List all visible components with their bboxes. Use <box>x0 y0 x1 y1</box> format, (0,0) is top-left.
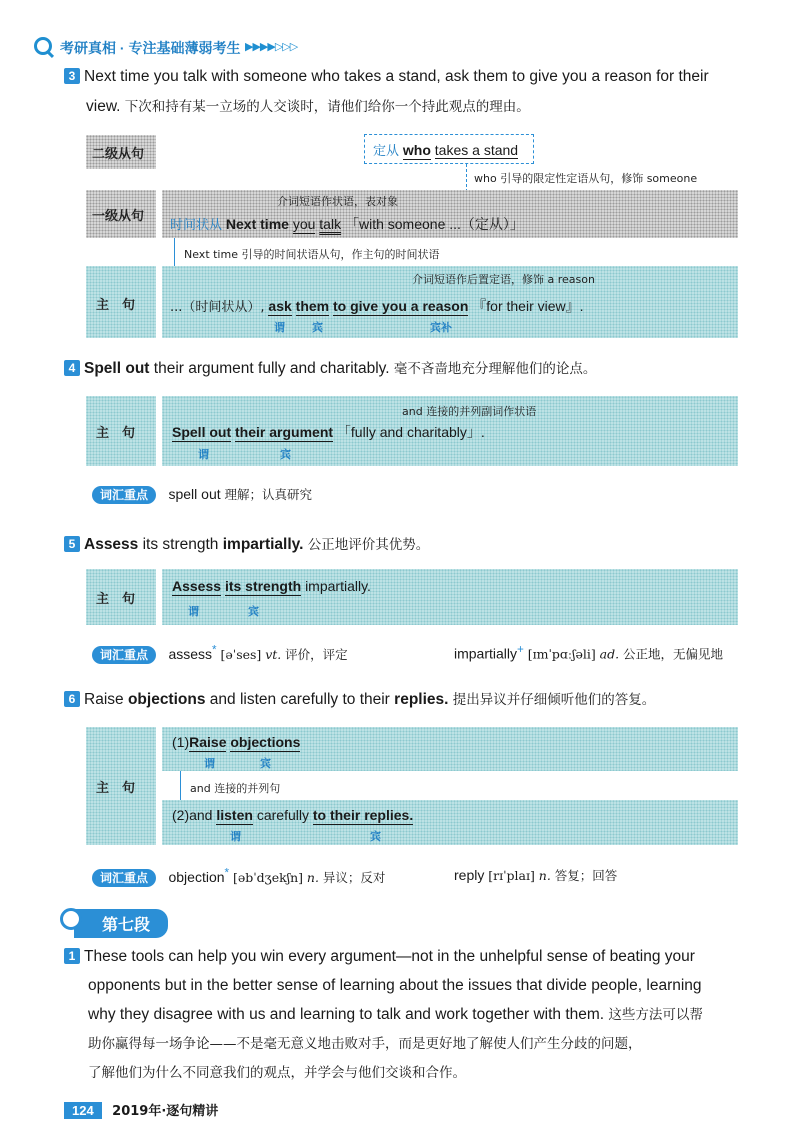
sentence-number: 1 <box>64 948 80 964</box>
section-header <box>60 906 260 936</box>
level1-clause-panel <box>162 190 738 238</box>
level2-label-panel <box>86 135 156 169</box>
sentence-zh: 毫不吝啬地充分理解他们的论点。 <box>393 361 597 377</box>
s6-part2-panel <box>162 800 738 845</box>
sentence-3 <box>64 62 764 122</box>
level2-rest: takes a stand <box>434 142 519 158</box>
sentence-zh-inline: 这些方法可以帮 <box>608 1007 703 1023</box>
vocab-word: impartially <box>454 645 518 662</box>
page-header <box>30 37 430 59</box>
role-pred: 谓 <box>230 830 241 843</box>
s6-part1-panel <box>162 727 738 771</box>
level1-bracket: 「with someone ...（定从）」 <box>344 216 524 232</box>
s4-note-top: and 连接的并列副词作状语 <box>402 405 537 418</box>
magnifier-icon <box>60 908 82 930</box>
section-title: 第七段 <box>74 909 168 938</box>
s6-part2-listen: listen <box>216 807 253 823</box>
role-objc: 宾补 <box>430 321 452 334</box>
sentence-number: 5 <box>64 536 80 552</box>
vocab-word: assess <box>168 645 213 662</box>
sentence-en-c: impartially. <box>222 536 304 553</box>
level1-prefix: 时间状从 <box>170 218 223 233</box>
level1-clause <box>170 214 524 234</box>
level1-note: Next time 引导的时间状语从句，作主句的时间状语 <box>184 248 440 261</box>
sentence-en-a: Assess <box>84 536 139 553</box>
role-pred: 谓 <box>188 605 199 618</box>
s5-main-label: 主 句 <box>96 592 136 607</box>
vocab-pos: n. <box>306 869 319 885</box>
level1-note-top: 介词短语作状语，表对象 <box>277 195 398 208</box>
vocab-phonetic: [ɪmˈpɑːʃəli] <box>527 646 596 662</box>
sentence-5 <box>64 530 429 560</box>
vocab-meaning: 公正地，无偏见地 <box>622 646 723 662</box>
s6-main-label: 主 句 <box>96 781 136 796</box>
sentence-number: 4 <box>64 360 80 376</box>
sentence-en-line1: These tools can help you win every argument—not in the unhelpful sense of beating your <box>84 948 695 965</box>
s4-spell-out: Spell out <box>172 424 232 440</box>
level1-you: you <box>292 216 316 232</box>
s3-main-mid: to give you a reason <box>333 298 469 314</box>
level1-next-time: Next time <box>225 216 289 232</box>
s5-impartially: impartially. <box>305 578 371 594</box>
s6-part1-objections: objections <box>230 734 301 750</box>
s5-main-label-panel <box>86 569 156 625</box>
vocab-phonetic: [rɪˈplaɪ] <box>488 868 535 883</box>
role-pred: 谓 <box>198 448 209 461</box>
level2-clause <box>373 140 518 159</box>
vocab-meaning: 评价，评定 <box>285 646 348 662</box>
s4-main-clause <box>172 422 485 442</box>
magnifier-icon <box>34 37 52 55</box>
vocab-phonetic: [əˈses] <box>220 646 262 662</box>
s4-vocab <box>92 485 312 504</box>
s3-main-prefix: ...（时间状从）, <box>170 300 265 315</box>
sentence-en-b: their argument fully and charitably. <box>153 360 390 377</box>
s4-bracket: 「fully and charitably」. <box>336 424 485 440</box>
page-number: 124 <box>64 1102 102 1119</box>
sentence-zh-line2: 助你赢得每一场争论——不是毫无意义地击败对手，而是更好地了解使人们产生分歧的问题， <box>88 1036 642 1052</box>
s3-main-panel <box>162 266 738 338</box>
s6-part2-mid: carefully <box>256 807 309 823</box>
sentence-zh: 公正地评价其优势。 <box>307 537 430 553</box>
s5-main-panel <box>162 569 738 625</box>
s6-part1-raise: Raise <box>189 734 227 750</box>
s6-main-label-panel <box>86 727 156 845</box>
role-obj: 宾 <box>312 321 323 334</box>
footer-title: 2019年·逐句精讲 <box>112 1104 219 1119</box>
level2-connector-line <box>466 164 467 192</box>
level2-who: who <box>402 142 431 158</box>
page-footer <box>64 1100 218 1120</box>
sentence-number: 3 <box>64 68 80 84</box>
vocab-tag: 词汇重点 <box>92 486 156 504</box>
s4-their-argument: their argument <box>235 424 334 440</box>
level2-note: who 引导的限定性定语从句，修饰 someone <box>474 172 698 185</box>
role-pred: 谓 <box>274 321 285 334</box>
sentence-en-a: Spell out <box>84 360 150 377</box>
role-pred: 谓 <box>204 757 215 770</box>
sentence-en-line3: why they disagree with us and learning to talk and work together with them. <box>88 1006 605 1023</box>
vocab-star: + <box>517 643 524 656</box>
sentence-zh: 下次和持有某一立场的人交谈时，请他们给你一个持此观点的理由。 <box>124 99 530 115</box>
s6-part2-to: to their replies. <box>312 807 414 823</box>
s4-main-panel <box>162 396 738 466</box>
section7-sentence-1 <box>64 942 754 1088</box>
s6-part2-prefix: (2)and <box>172 807 213 823</box>
sentence-en-d: replies. <box>394 691 449 708</box>
s5-assess: Assess <box>172 578 222 594</box>
s6-part2-clause <box>172 807 413 823</box>
sentence-en-b: its strength <box>142 536 219 553</box>
vocab-word: spell out <box>168 486 221 502</box>
sentence-en-line2: view. <box>86 98 121 115</box>
level1-talk: talk <box>319 216 342 232</box>
s6-vocab <box>92 866 752 887</box>
sentence-en-b: objections <box>127 691 206 708</box>
vocab-word: objection <box>168 868 225 885</box>
s6-connector-note: and 连接的并列句 <box>190 782 281 795</box>
sentence-6 <box>64 685 655 715</box>
brand-title: 考研真相 · 专注基础薄弱考生 <box>60 40 241 56</box>
vocab-pos: ad. <box>599 646 620 662</box>
sentence-zh-line3: 了解他们为什么不同意我们的观点，并学会与他们交谈和合作。 <box>88 1065 466 1081</box>
vocab-pos: vt. <box>265 646 282 662</box>
s3-main-note-top: 介词短语作后置定语，修饰 a reason <box>412 273 595 286</box>
sentence-en-a: Raise <box>84 691 124 708</box>
sentence-en-c: and listen carefully to their <box>209 691 390 708</box>
s3-main-label: 主 句 <box>96 298 136 313</box>
level2-prefix: 定从 <box>373 144 400 159</box>
level1-connector-line <box>174 238 175 268</box>
s5-main-clause <box>172 578 371 594</box>
vocab-star: * <box>224 866 230 879</box>
sentence-number: 6 <box>64 691 80 707</box>
s5-its-strength: its strength <box>224 578 302 594</box>
s3-main-clause <box>170 296 584 316</box>
s4-main-label-panel <box>86 396 156 466</box>
sentence-en-line2: opponents but in the better sense of learning about the issues that divide people, learning <box>88 977 702 994</box>
s6-part1-clause <box>172 734 300 750</box>
s4-main-label: 主 句 <box>96 426 136 441</box>
vocab-meaning: 理解；认真研究 <box>224 487 313 502</box>
role-obj: 宾 <box>260 757 271 770</box>
level1-label: 一级从句 <box>92 209 145 224</box>
vocab-phonetic: [əbˈdʒekʃn] <box>232 869 304 885</box>
sentence-en-line1: Next time you talk with someone who takes a stand, ask them to give you a reason for their <box>84 68 709 85</box>
sentence-zh: 提出异议并仔细倾听他们的答复。 <box>452 692 656 708</box>
vocab-pos: n. <box>538 868 551 883</box>
vocab-meaning: 答复；回答 <box>554 868 618 883</box>
s3-main-label-panel <box>86 266 156 338</box>
s3-main-them: them <box>295 298 330 314</box>
level2-clause-box <box>364 134 534 164</box>
role-obj: 宾 <box>248 605 259 618</box>
vocab-star: * <box>212 643 217 656</box>
role-obj: 宾 <box>370 830 381 843</box>
s6-part1-prefix: (1) <box>172 734 190 750</box>
role-obj: 宾 <box>280 448 291 461</box>
s5-vocab <box>92 643 752 664</box>
vocab-tag: 词汇重点 <box>92 869 156 887</box>
level1-label-panel <box>86 190 156 238</box>
arrows-decoration: ▶▶▶▶▷▷▷ <box>245 41 298 53</box>
s6-connector-line <box>180 771 181 801</box>
vocab-word: reply <box>454 867 485 883</box>
s3-main-ask: ask <box>268 298 292 314</box>
vocab-meaning: 异议；反对 <box>322 869 386 885</box>
sentence-4 <box>64 354 596 384</box>
level2-label: 二级从句 <box>92 147 145 162</box>
s3-main-bracket: 『for their view』. <box>472 298 584 314</box>
vocab-tag: 词汇重点 <box>92 646 156 664</box>
